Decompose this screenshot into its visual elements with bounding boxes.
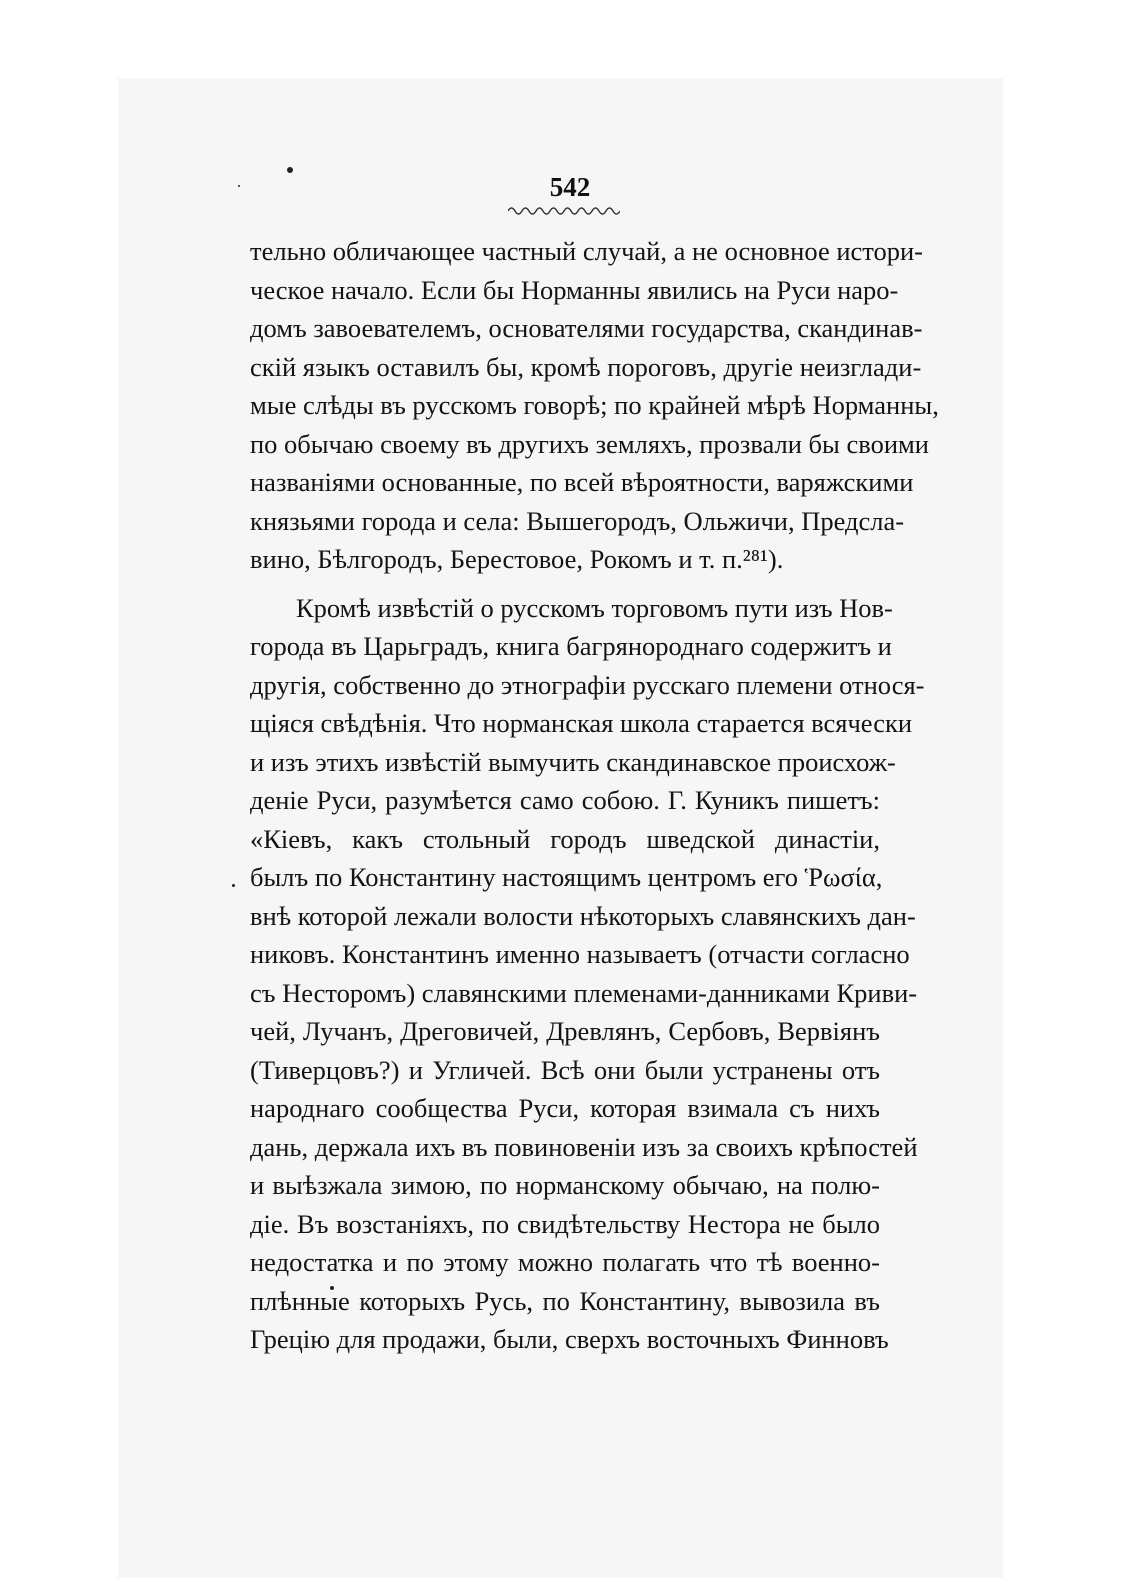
- text-line: другія, собственно до этнографіи русскаго племени относя-: [250, 669, 925, 700]
- text-line: (Тиверцовъ?) и Угличей. Всѣ они были устранены отъ: [250, 1054, 880, 1085]
- text-line: тельно обличающее частный случай, а не основное истори-: [250, 236, 924, 266]
- body-text: [250, 232, 939, 1359]
- text-line: никовъ. Константинъ именно называетъ (отчасти согласно: [250, 939, 910, 969]
- text-line: съ Несторомъ) славянскими племенами-данниками Криви-: [250, 977, 918, 1008]
- text-line: Кромѣ извѣстій о русскомъ торговомъ пути изъ Нов-: [296, 592, 893, 623]
- text-line: по обычаю своему въ другихъ земляхъ, прозвали бы своими: [250, 428, 929, 459]
- text-line: чей, Лучанъ, Дреговичей, Древлянъ, Сербовъ, Вервіянъ: [250, 1016, 880, 1046]
- text-line: и выѣзжала зимою, по норманскому обычаю, на полю-: [250, 1170, 880, 1200]
- text-line: деніе Руси, разумѣется само собою. Г. Куникъ пишетъ:: [250, 785, 880, 815]
- page-number: 542: [549, 172, 591, 202]
- text-line: ческое начало. Если бы Норманны явились на Руси наро-: [250, 274, 899, 305]
- text-line: скій языкъ оставилъ бы, кромѣ пороговъ, другіе неизглади-: [250, 351, 922, 382]
- text-line: и изъ этихъ извѣстій вымучить скандинавское происхож-: [250, 746, 896, 777]
- text-line: князьями города и села: Вышегородъ, Ольжичи, Предсла-: [250, 505, 905, 536]
- text-line: плѣнные которыхъ Русь, по Константину, вывозила въ: [250, 1285, 880, 1316]
- text-line: «Кіевъ, какъ стольный городъ шведской династіи,: [250, 823, 880, 854]
- text-line: мые слѣды въ русскомъ говорѣ; по крайней мѣрѣ Норманны,: [250, 390, 939, 420]
- text-line: вино, Бѣлгородъ, Берестовое, Рокомъ и т. п.²⁸¹).: [250, 544, 784, 574]
- text-line: діе. Въ возстаніяхъ, по свидѣтельству Нестора не было: [250, 1208, 880, 1239]
- paragraph: [250, 589, 925, 1359]
- text-line: былъ по Константину настоящимъ центромъ его Ῥωσία,: [250, 862, 883, 892]
- text-line: народнаго сообщества Руси, которая взимала съ нихъ: [250, 1093, 880, 1123]
- print-speck: [238, 185, 240, 187]
- text-line: внѣ которой лежали волости нѣкоторыхъ славянскихъ дан-: [250, 900, 916, 931]
- text-line: недостатка и по этому можно полагать что тѣ военно-: [250, 1247, 880, 1277]
- print-speck: [232, 884, 235, 887]
- text-line: домъ завоевателемъ, основателями государства, скандинав-: [250, 313, 923, 343]
- wavy-ornament: [508, 204, 620, 216]
- text-line: дань, держала ихъ въ повиновеніи изъ за своихъ крѣпостей: [250, 1131, 918, 1162]
- paragraph: [250, 232, 939, 579]
- print-speck: [287, 167, 293, 173]
- text-line: щіяся свѣдѣнія. Что норманская школа старается всячески: [250, 708, 913, 738]
- text-line: города въ Царьградъ, книга багрянороднаго содержитъ и: [250, 631, 892, 661]
- text-line: Грецію для продажи, были, сверхъ восточныхъ Финновъ: [250, 1324, 889, 1354]
- text-line: названіями основанные, по всей вѣроятности, варяжскими: [250, 467, 914, 497]
